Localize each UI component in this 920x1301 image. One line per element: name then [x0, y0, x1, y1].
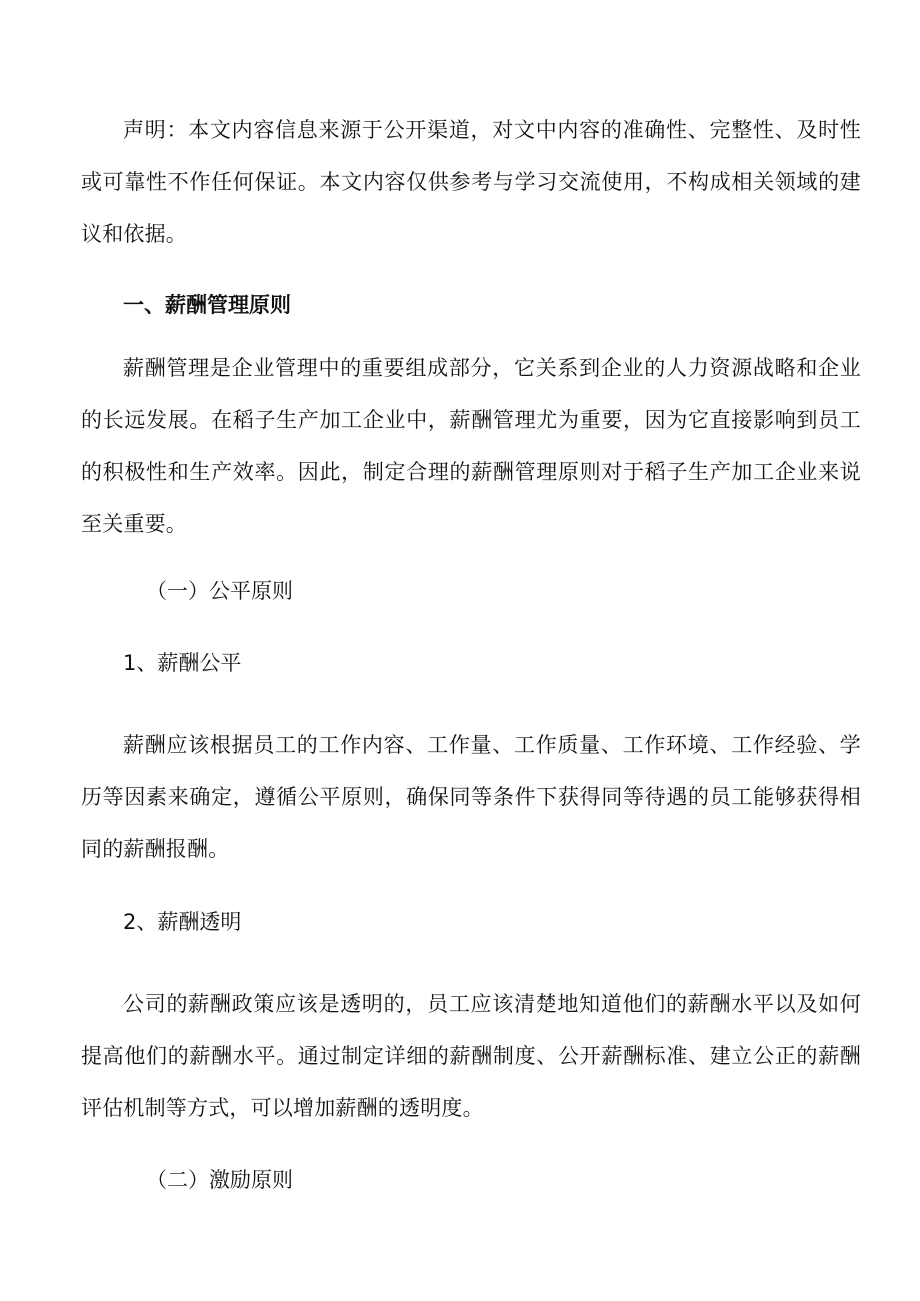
- subsection-heading-incentive: （二）激励原则: [146, 1168, 293, 1192]
- salary-fairness-paragraph: 薪酬应该根据员工的工作内容、工作量、工作质量、工作环境、工作经验、学历等因素来确定，遵循公平原则，确保同等条件下获得同等待遇的员工能够获得相同的薪酬报酬。: [81, 733, 861, 861]
- section-intro-paragraph: 薪酬管理是企业管理中的重要组成部分，它关系到企业的人力资源战略和企业的长远发展。在稻子生产加工企业中，薪酬管理尤为重要，因为它直接影响到员工的积极性和生产效率。因此，制定合理的薪酬管理原则对于稻子生产加工企业来说至关重要。: [81, 356, 861, 536]
- item-heading-salary-transparency: 2、薪酬透明: [123, 910, 242, 934]
- salary-transparency-paragraph: 公司的薪酬政策应该是透明的，员工应该清楚地知道他们的薪酬水平以及如何提高他们的薪酬水平。通过制定详细的薪酬制度、公开薪酬标准、建立公正的薪酬评估机制等方式，可以增加薪酬的透明度。: [81, 992, 861, 1120]
- disclaimer-paragraph: 声明：本文内容信息来源于公开渠道，对文中内容的准确性、完整性、及时性或可靠性不作任何保证。本文内容仅供参考与学习交流使用，不构成相关领域的建议和依据。: [81, 118, 861, 246]
- item-heading-salary-fairness: 1、薪酬公平: [123, 651, 242, 675]
- subsection-heading-fairness: （一）公平原则: [146, 579, 293, 603]
- section-heading-salary-principles: 一、薪酬管理原则: [123, 293, 291, 317]
